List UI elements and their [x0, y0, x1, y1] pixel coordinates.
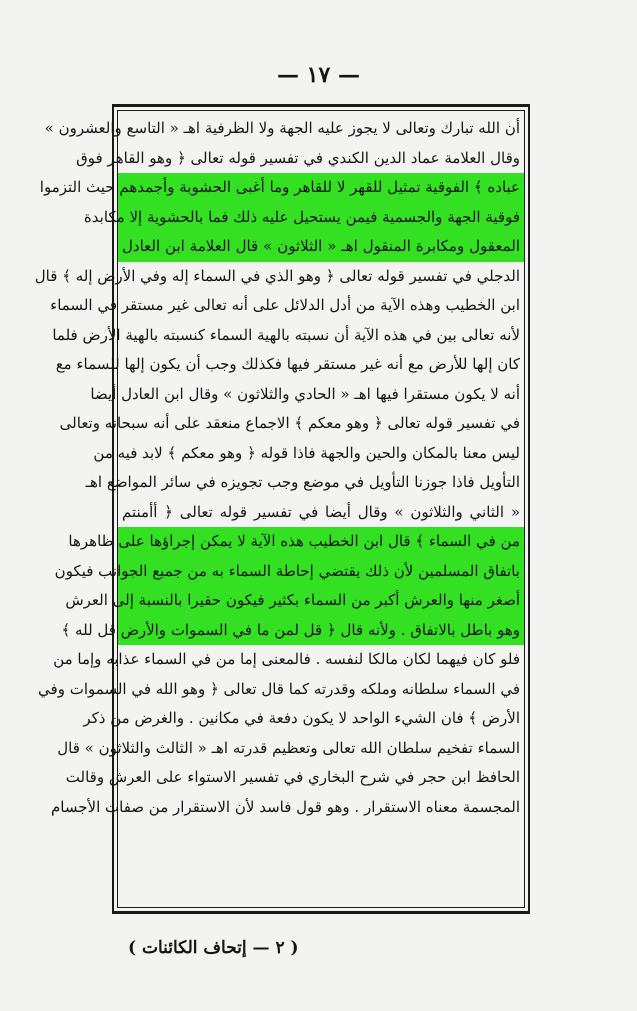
text-line: « الثاني والثلاثون » وقال أيضا في تفسير قوله تعالى ﴿ أأمنتم [122, 502, 520, 521]
text-line: الأرض ﴾ فان الشيء الواحد لا يكون دفعة في مكانين . والغرض من ذكر [83, 709, 520, 727]
text-line: المجسمة معناه الاستقرار . وهو قول فاسد لأن الاستقرار من صفات الأجسام [51, 797, 520, 816]
text-line: الدجلي في تفسير قوله تعالى ﴿ وهو الذي في السماء إله وفي الأرض إله ﴾ قال [34, 266, 520, 285]
footer-signature: ( ٢ — إتحاف الكائنات ) [128, 938, 299, 958]
highlighted-text-line: عباده ﴾ الفوقية تمثيل للقهر لا للقاهر وما أغبى الحشوية وأجمدهم حيث التزموا [118, 173, 524, 203]
text-line: ليس معنا بالمكان والحين والجهة فاذا قوله ﴿ وهو معكم ﴾ لابد فيه من [93, 443, 520, 462]
highlighted-text-line: فوقية الجهة والجسمية فيمن يستحيل عليه ذلك فما بالحشوية إلا مكابدة [118, 203, 524, 233]
highlighted-text-line: وهو باطل بالاتفاق . ولأنه قال ﴿ قل لمن ما في السموات والأرض قل لله ﴾ [118, 616, 524, 646]
text-line: وقال العلامة عماد الدين الكندي في تفسير قوله تعالى ﴿ وهو القاهر فوق [76, 148, 520, 167]
text-line: أنه لا يكون مستقرا فيها اهـ « الحادي والثلاثون » وقال ابن العادل أيضا [90, 384, 520, 403]
text-body [34, 114, 524, 822]
text-line: التأويل فاذا جوزنا التأويل في موضع وجب تجويزه في سائر المواضع اهـ [85, 473, 520, 491]
highlighted-text-line: المعقول ومكابرة المنقول اهـ « الثلاثون » قال العلامة ابن العادل [118, 232, 524, 262]
text-line: فلو كان فيهما لكان مالكا لنفسه . فالمعنى إما من في السماء عذابه وإما من [53, 650, 520, 668]
highlighted-text-line: من في السماء ﴾ قال ابن الخطيب هذه الآية لا يمكن إجراؤها على ظاهرها [118, 527, 524, 557]
text-line: في السماء سلطانه وملكه وقدرته كما قال تعالى ﴿ وهو الله في السموات وفي [38, 679, 520, 698]
text-line: في تفسير قوله تعالى ﴿ وهو معكم ﴾ الاجماع منعقد على أنه سبحانه وتعالى [59, 414, 520, 432]
page-number: — ١٧ — [277, 62, 360, 88]
text-line: لأنه تعالى بين في هذه الآية أن نسبته بالهية السماء كنسبته بالهية الأرض فلما [52, 325, 520, 344]
highlighted-text-line: أصغر منها والعرش أكبر من السماء بكثير فيكون حقيرا بالنسبة إلى العرش [118, 586, 524, 616]
highlighted-text-line: باتفاق المسلمين لأن ذلك يقتضي إحاطة السماء به من جميع الجوانب فيكون [118, 557, 524, 587]
text-line: الحافظ ابن حجر في شرح البخاري في تفسير الاستواء على العرش وقالت [65, 768, 520, 786]
text-line: كان إلها للأرض مع أنه غير مستقر فيها فكذلك وجب أن يكون إلها للسماء مع [55, 355, 520, 373]
text-line: ابن الخطيب وهذه الآية من أدل الدلائل على أنه تعالى غير مستقر في السماء [50, 296, 520, 314]
text-line: السماء تفخيم سلطان الله تعالى وتعظيم قدرته اهـ « الثالث والثلاثون » قال [57, 738, 520, 757]
text-line: أن الله تبارك وتعالى لا يجوز عليه الجهة ولا الظرفية اهـ « التاسع والعشرون » [44, 119, 520, 137]
